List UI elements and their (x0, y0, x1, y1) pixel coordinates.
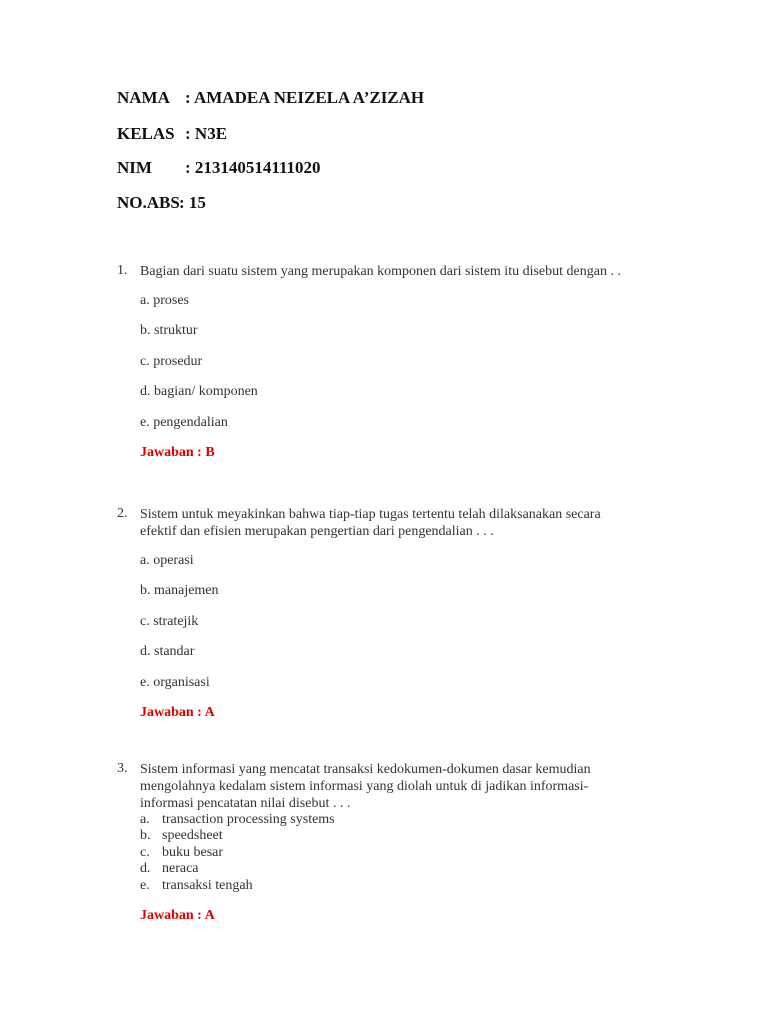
noabs-label: NO.ABS (117, 193, 180, 212)
question-1-option-b: b. struktur (140, 323, 198, 338)
question-3-line-2: mengolahnya kedalam sistem informasi yang diolah untuk di jadikan informasi- (140, 779, 589, 794)
question-3-answer: Jawaban : A (140, 908, 215, 923)
header-noabs (117, 193, 206, 213)
nim-value: : 213140514111020 (185, 158, 321, 177)
question-2-option-b: b. manajemen (140, 583, 219, 598)
kelas-value: : N3E (185, 124, 228, 143)
question-2-number: 2. (117, 506, 128, 521)
question-2-option-e: e. organisasi (140, 675, 210, 690)
question-3-option-a-text: transaction processing systems (162, 812, 335, 827)
question-2-option-d: d. standar (140, 644, 195, 659)
question-1-option-c: c. prosedur (140, 354, 203, 369)
question-2-option-c: c. stratejik (140, 614, 199, 629)
question-1-answer: Jawaban : B (140, 445, 215, 460)
question-3-option-b-letter: b. (140, 828, 151, 843)
nama-value: : AMADEA NEIZELA A’ZIZAH (185, 88, 425, 107)
nama-label: NAMA (117, 88, 170, 107)
question-2-option-a: a. operasi (140, 553, 194, 568)
question-2-text (140, 506, 601, 540)
question-1-option-e: e. pengendalian (140, 415, 228, 430)
question-3-option-d-letter: d. (140, 861, 151, 876)
kelas-label: KELAS (117, 124, 175, 143)
question-3-option-e-letter: e. (140, 878, 150, 893)
question-3-line-3: informasi pencatatan nilai disebut . . . (140, 796, 351, 811)
noabs-value: : 15 (179, 193, 206, 212)
question-2-line-2: efektif dan efisien merupakan pengertian dari pengendalian . . . (140, 524, 494, 539)
header-nama (117, 88, 424, 108)
question-3-option-d-text: neraca (162, 861, 199, 876)
question-1-number: 1. (117, 263, 128, 278)
header-kelas (117, 124, 227, 144)
question-3-number: 3. (117, 761, 128, 776)
question-3-option-a-letter: a. (140, 812, 150, 827)
question-3-option-e-text: transaksi tengah (162, 878, 253, 893)
question-1-text (140, 263, 621, 280)
question-3-option-c-text: buku besar (162, 845, 224, 860)
question-1-option-d: d. bagian/ komponen (140, 384, 258, 399)
question-1-option-a: a. proses (140, 293, 189, 308)
header-nim (117, 158, 321, 178)
question-2-answer: Jawaban : A (140, 705, 215, 720)
question-3-option-b-text: speedsheet (162, 828, 223, 843)
question-3-option-c-letter: c. (140, 845, 150, 860)
question-3-text (140, 761, 591, 812)
question-3-line-1: Sistem informasi yang mencatat transaksi kedokumen-dokumen dasar kemudian (140, 762, 591, 777)
question-2-line-1: Sistem untuk meyakinkan bahwa tiap-tiap tugas tertentu telah dilaksanakan secara (140, 507, 601, 522)
question-1-line-1: Bagian dari suatu sistem yang merupakan komponen dari sistem itu disebut dengan . . (140, 264, 621, 279)
nim-label: NIM (117, 158, 152, 177)
